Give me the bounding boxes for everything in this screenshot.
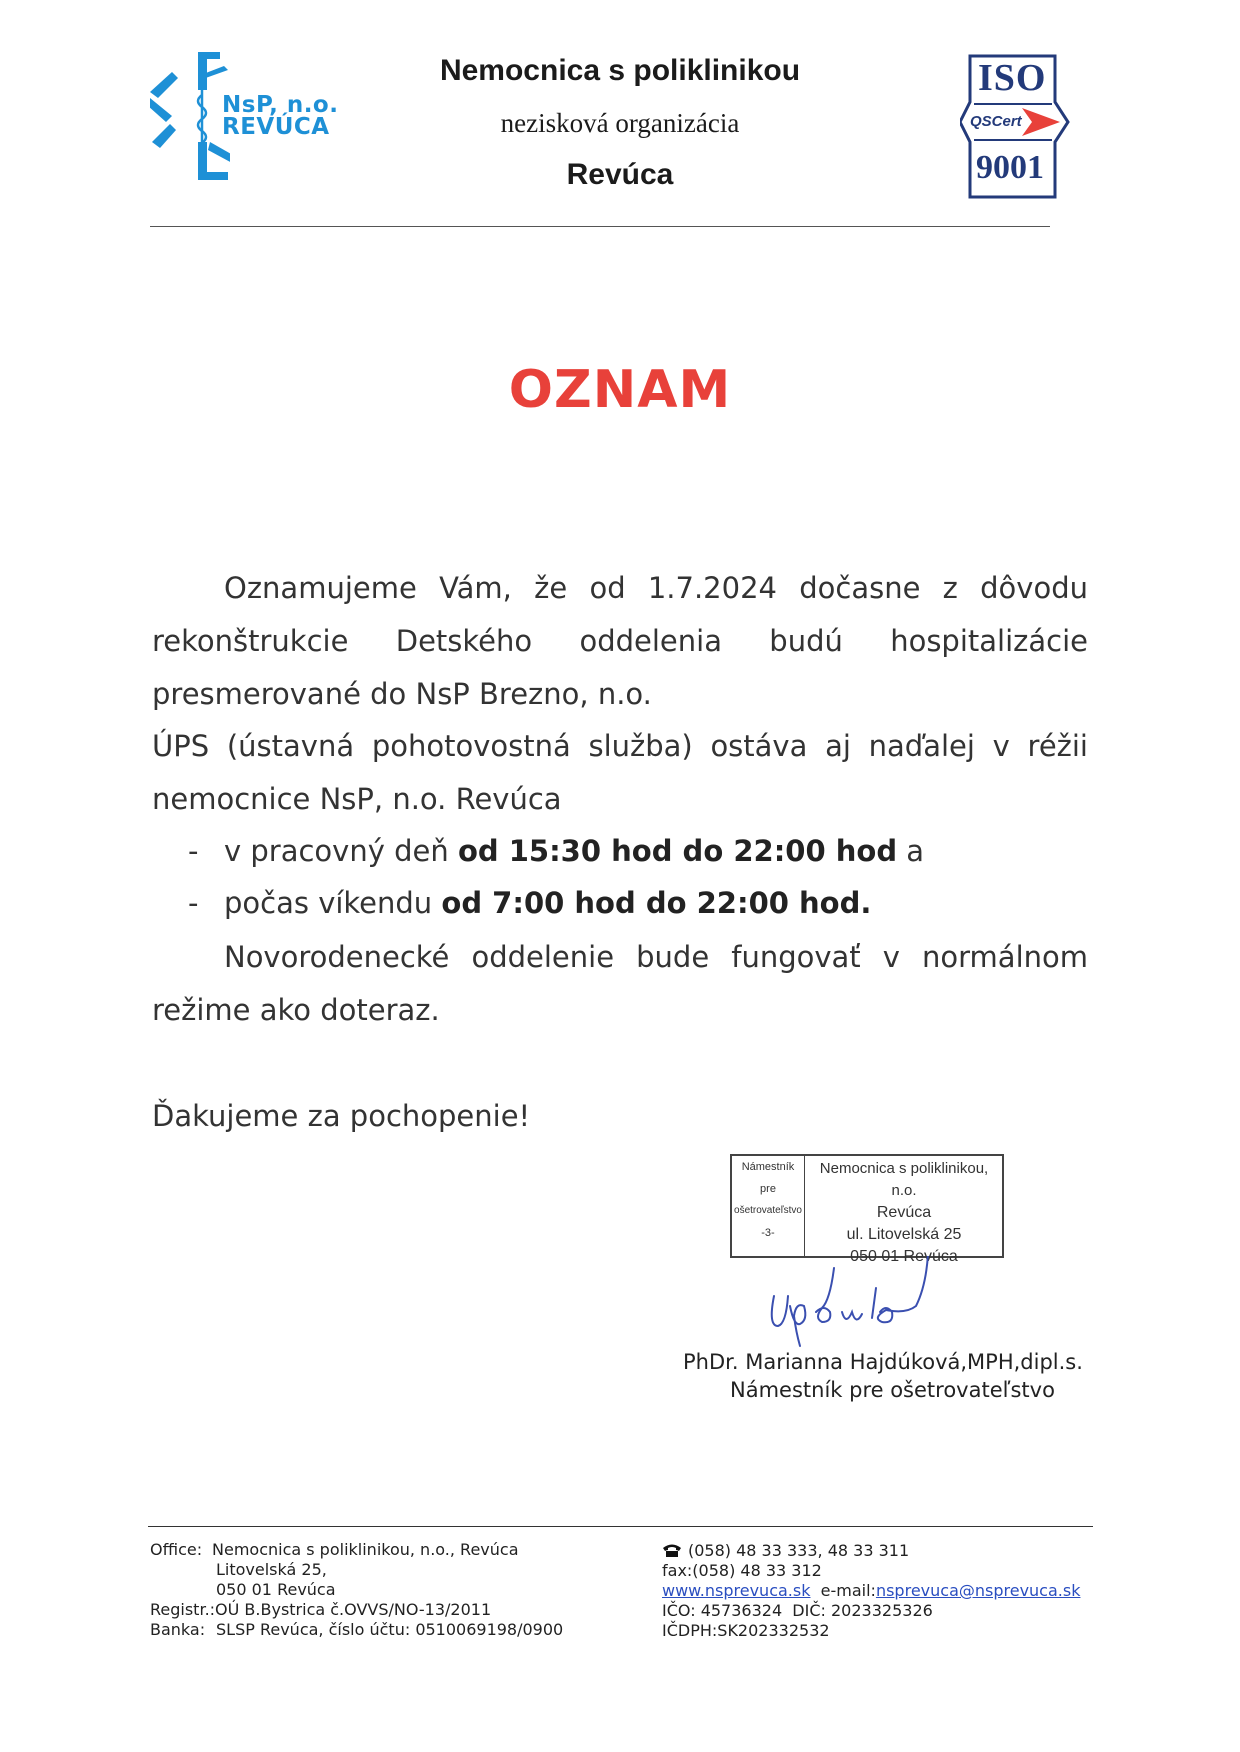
signatory-role: Námestník pre ošetrovateľstvo (730, 1378, 1055, 1402)
official-stamp (730, 1154, 1004, 1265)
footer-ico-dic-line (662, 1601, 933, 1620)
paragraph3-line2: režime ako doteraz. (152, 993, 440, 1027)
bullet2-hours: od 7:00 hod do 22:00 hod. (441, 886, 872, 920)
signatory-name: PhDr. Marianna Hajdúková,MPH,dipl.s. (683, 1350, 1083, 1374)
stamp-right-line4: 050 01 Revúca (850, 1248, 958, 1265)
footer-ico-label: IČO: (662, 1601, 696, 1620)
paragraph1-line1: Oznamujeme Vám, že od 1.7.2024 dočasne z dôvodu (224, 571, 1088, 605)
footer-email-label: e-mail: (820, 1581, 876, 1600)
footer-bank: SLSP Revúca, číslo účtu: 0510069198/0900 (216, 1620, 564, 1639)
stamp-left-cell (732, 1156, 805, 1256)
logo-line2: REVÚCA (222, 114, 330, 140)
footer-phone-line (662, 1541, 909, 1560)
iso-label: ISO (978, 57, 1047, 99)
bullet1-text (224, 834, 924, 868)
paragraph1-line2: rekonštrukcie Detského oddelenia budú hospitalizácie (152, 624, 1088, 658)
bullet2-text (224, 886, 871, 920)
bullet1-marker: - (188, 834, 199, 868)
footer-icdph: IČDPH:SK202332532 (662, 1621, 830, 1640)
bullet1-post: a (897, 834, 925, 868)
bullet2-marker: - (188, 886, 199, 920)
stamp-right-cell (806, 1158, 1002, 1268)
paragraph1-line3: presmerované do NsP Brezno, n.o. (152, 677, 652, 711)
footer-email-link[interactable]: nsprevuca@nsprevuca.sk (875, 1581, 1081, 1600)
phone-icon (662, 1543, 682, 1557)
stamp-right-line2: Revúca (876, 1204, 932, 1221)
footer-web-link[interactable]: www.nsprevuca.sk (662, 1581, 811, 1600)
stamp-left-line1: Námestník (741, 1161, 795, 1173)
organization-city: Revúca (566, 158, 674, 191)
footer-office-label: Office: (150, 1540, 203, 1559)
paragraph2-line2: nemocnice NsP, n.o. Revúca (152, 782, 562, 816)
footer-office-line1: Nemocnica s poliklinikou, n.o., Revúca (212, 1540, 519, 1559)
bullet1-pre: v pracovný deň (224, 834, 458, 868)
footer-bank-label: Banka: (150, 1620, 206, 1639)
organization-type: nezisková organizácia (500, 108, 740, 138)
qscert-label: QSCert (970, 113, 1022, 130)
stamp-right-line3: ul. Litovelská 25 (846, 1226, 962, 1243)
footer-registration: Registr.:OÚ B.Bystrica č.OVVS/NO-13/2011 (150, 1600, 492, 1619)
organization-name: Nemocnica s poliklinikou (439, 54, 801, 87)
bullet1-hours: od 15:30 hod do 22:00 hod (457, 834, 898, 868)
thanks-line: Ďakujeme za pochopenie! (152, 1099, 531, 1133)
stamp-left-line4: -3- (761, 1227, 775, 1239)
footer-phone: (058) 48 33 333, 48 33 311 (688, 1541, 910, 1560)
stamp-right-line1: Nemocnica s poliklinikou, n.o. (819, 1160, 989, 1199)
footer-divider (148, 1526, 1093, 1527)
iso-number: 9001 (976, 149, 1044, 186)
handwritten-signature (760, 1256, 1000, 1356)
footer-fax: fax:(058) 48 33 312 (662, 1561, 822, 1580)
bullet2-pre: počas víkendu (224, 886, 442, 920)
footer-dic: 2023325326 (831, 1601, 933, 1620)
logo-line1: NsP, n.o. (222, 92, 339, 118)
paragraph2-line1: ÚPS (ústavná pohotovostná služba) ostáva aj naďalej v réžii (152, 729, 1088, 763)
iso-certification-badge (960, 52, 1075, 202)
stamp-left-line2: pre (760, 1183, 776, 1195)
footer-web-email-line (662, 1581, 1080, 1600)
footer-office-line2: Litovelská 25, (216, 1560, 327, 1579)
footer-dic-label: DIČ: (792, 1601, 826, 1620)
footer-office-line3: 050 01 Revúca (216, 1580, 336, 1599)
notice-title: OZNAM (508, 360, 732, 420)
header-divider (150, 226, 1050, 227)
stamp-left-line3: ošetrovateľstvo (734, 1205, 802, 1216)
paragraph3-line1: Novorodenecké oddelenie bude fungovať v normálnom (224, 940, 1088, 974)
footer-ico: 45736324 (700, 1601, 783, 1620)
